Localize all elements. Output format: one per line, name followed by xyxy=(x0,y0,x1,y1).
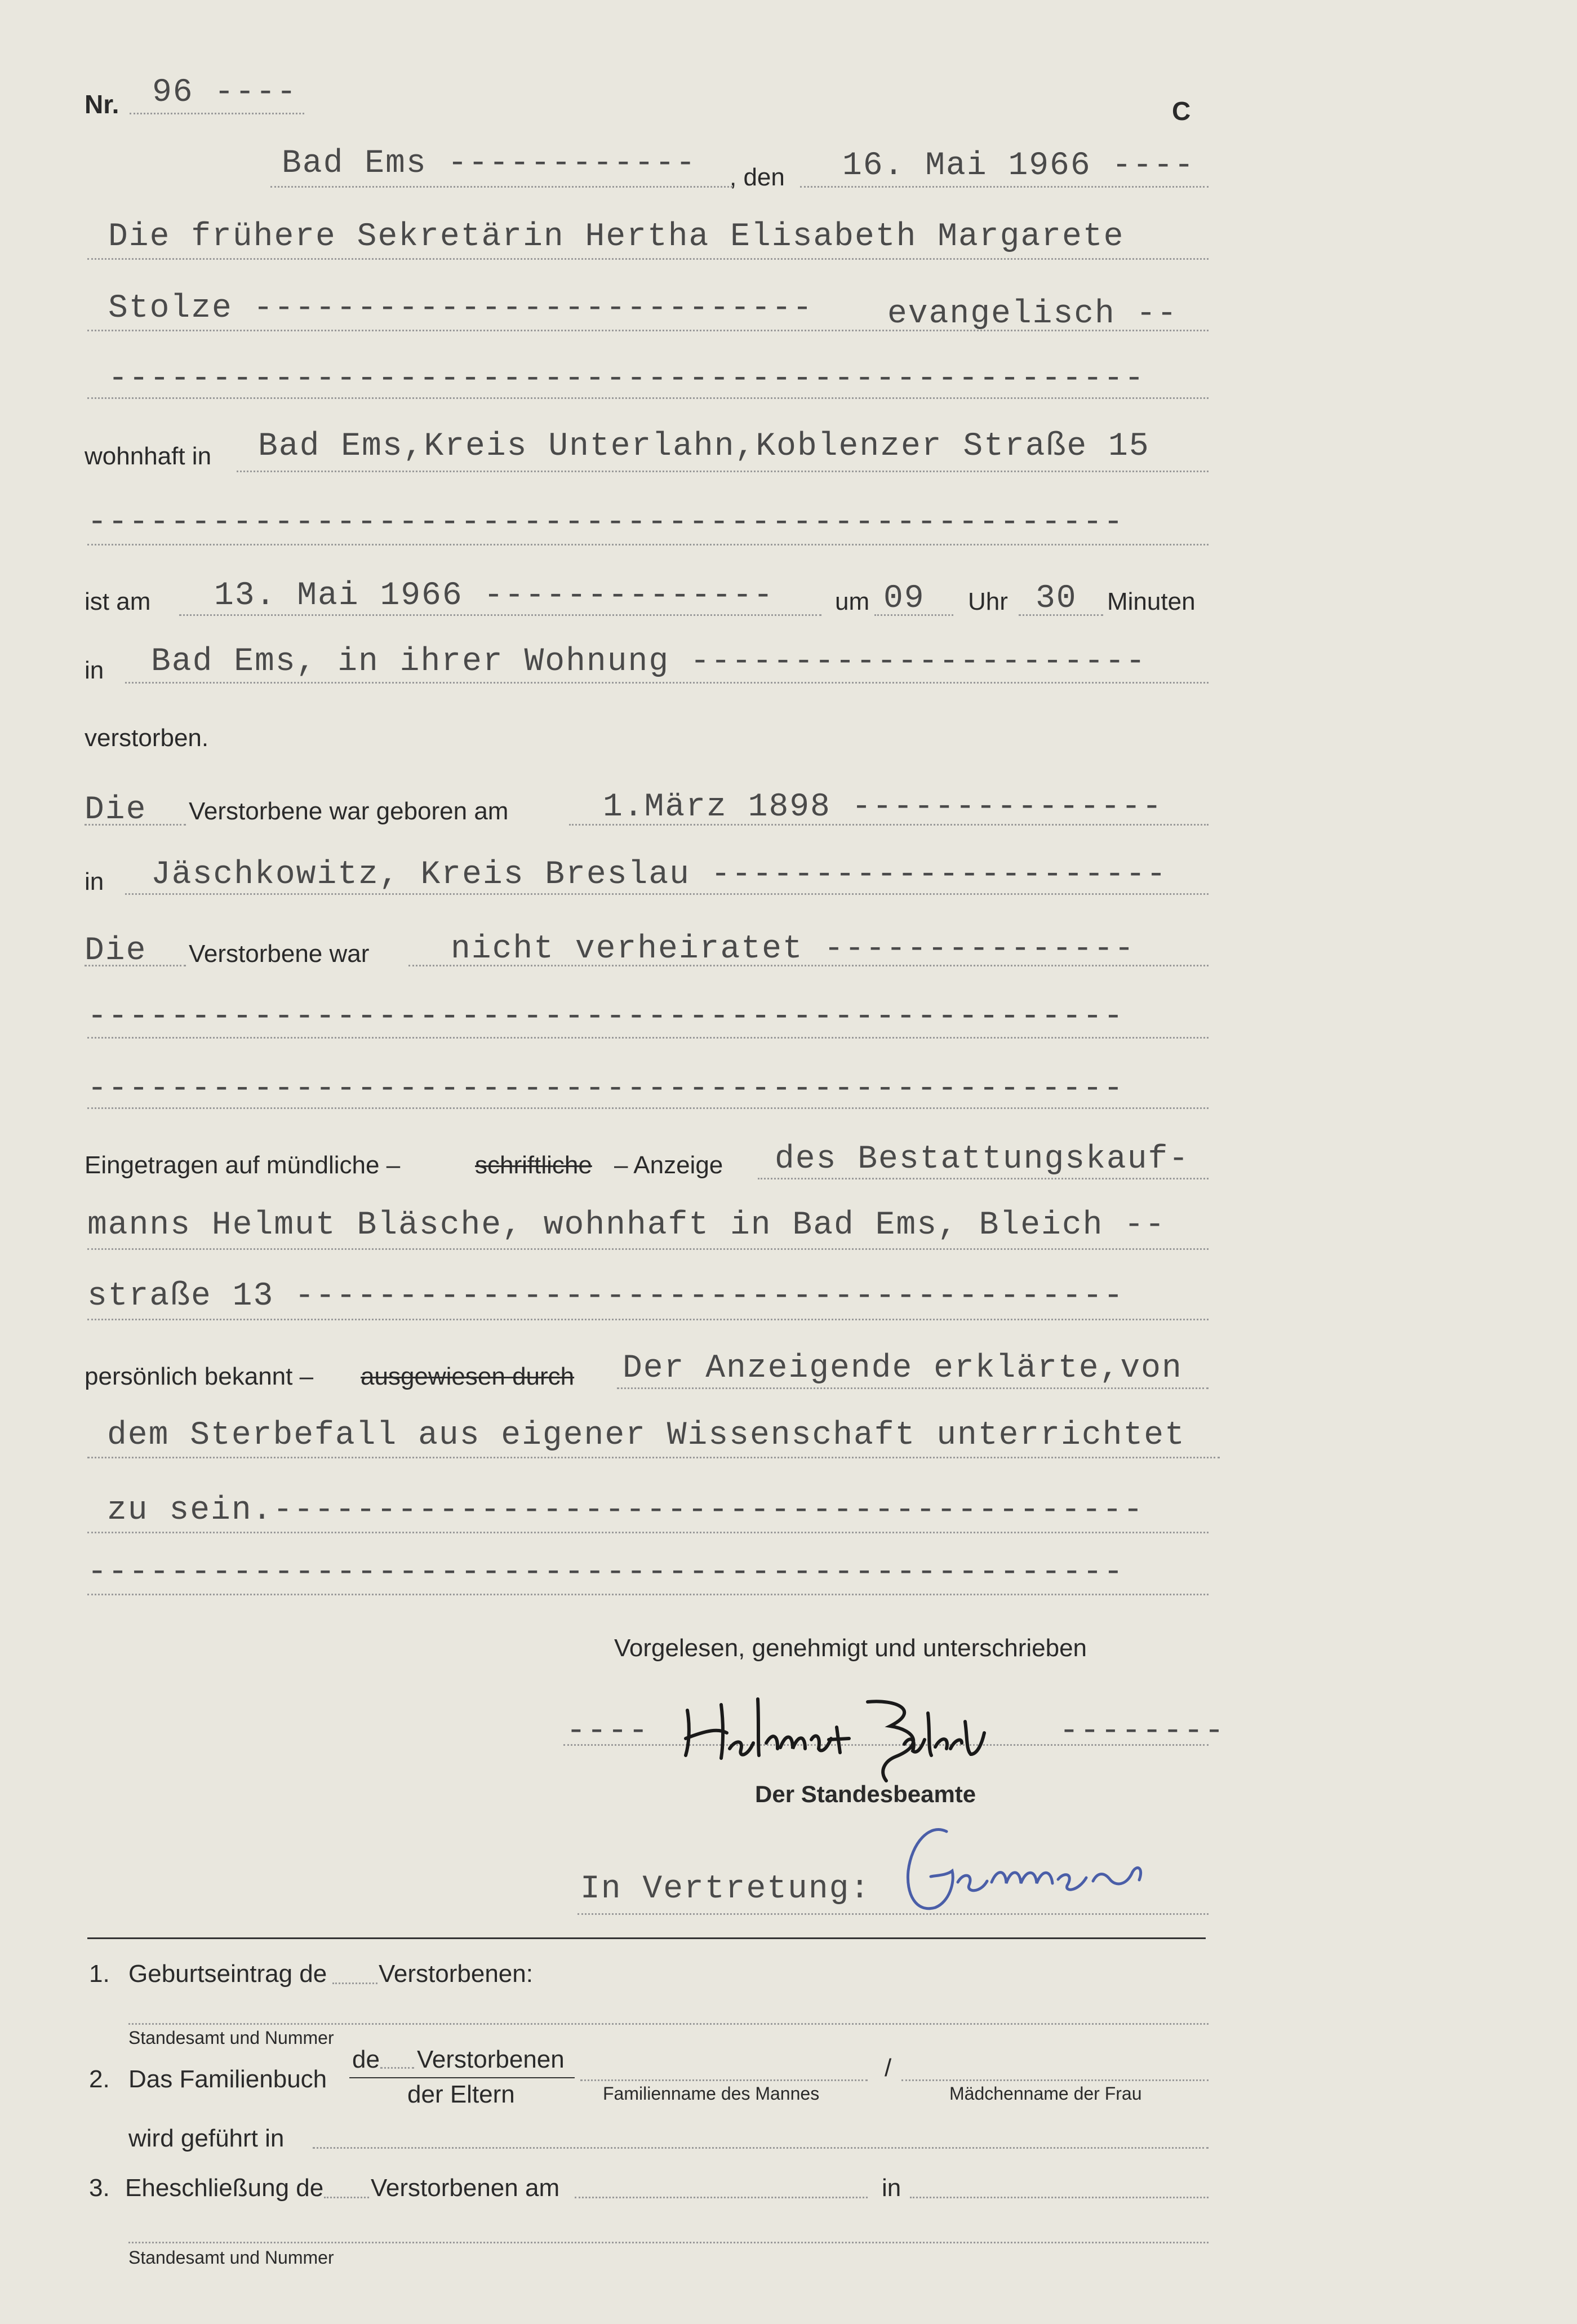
footer-item-3-sub: Standesamt und Nummer xyxy=(128,2247,334,2268)
identity-label-strike: ausgewiesen durch xyxy=(361,1363,575,1390)
dotted-line xyxy=(85,824,186,826)
registration-line-3: straße 13 ---------------------------------------- xyxy=(87,1278,1125,1315)
footer-item-2-label: Das Familienbuch xyxy=(128,2065,327,2093)
dotted-line xyxy=(758,1178,1209,1179)
dotted-line xyxy=(87,1037,1209,1039)
death-hour: 09 xyxy=(883,580,925,617)
read-approved-text: Vorgelesen, genehmigt und unterschrieben xyxy=(614,1634,1087,1662)
den-label: , den xyxy=(730,163,785,191)
informant-dashes-right: -------- xyxy=(1059,1713,1225,1750)
dotted-line xyxy=(125,893,1209,895)
footer-item-2-sub-right: Mädchenname der Frau xyxy=(949,2083,1142,2104)
deputy-label: In Vertretung: xyxy=(580,1871,871,1908)
footer-item-3-label-a: Eheschließung de xyxy=(125,2174,324,2202)
marital-line-3: -------------------------------------------------- xyxy=(87,1071,1125,1107)
dotted-line xyxy=(130,113,304,114)
dotted-line xyxy=(87,544,1209,545)
person-surname: Stolze --------------------------- xyxy=(108,290,814,327)
marital-line-2: -------------------------------------------------- xyxy=(87,999,1125,1035)
fraction-line xyxy=(349,2077,575,2078)
dotted-line xyxy=(617,1387,1209,1389)
corner-letter: C xyxy=(1172,96,1191,126)
birth-place: Jäschkowitz, Kreis Breslau ---------------------- xyxy=(151,857,1167,893)
dotted-line xyxy=(87,397,1209,399)
dotted-line xyxy=(87,1457,1220,1458)
footer-item-3-in: in xyxy=(882,2174,901,2202)
person-line-3: -------------------------------------------------- xyxy=(108,361,1145,397)
identity-value-1: Der Anzeigende erklärte,von xyxy=(623,1350,1183,1387)
informant-dashes-left: ---- xyxy=(566,1713,650,1750)
residence-line-2: -------------------------------------------------- xyxy=(87,504,1125,541)
death-place: Bad Ems, in ihrer Wohnung ---------------------- xyxy=(151,644,1147,680)
verstorben-label: verstorben. xyxy=(85,724,209,752)
residence-value: Bad Ems,Kreis Unterlahn,Koblenzer Straße 15 xyxy=(258,428,1150,465)
uhr-label: Uhr xyxy=(968,588,1008,615)
dotted-line xyxy=(125,682,1209,684)
birth-label: Verstorbene war geboren am xyxy=(189,797,509,825)
footer-item-2-bottom: der Eltern xyxy=(407,2081,515,2108)
dotted-line xyxy=(580,2079,868,2081)
footer-item-2-de: de xyxy=(352,2046,380,2073)
deputy-signature xyxy=(896,1809,1234,1922)
nr-label: Nr. xyxy=(85,90,119,119)
informant-signature xyxy=(673,1677,1034,1784)
dotted-line xyxy=(87,1248,1209,1250)
footer-item-2-number: 2. xyxy=(89,2065,110,2093)
official-title: Der Standesbeamte xyxy=(755,1781,976,1807)
dotted-line xyxy=(179,614,821,616)
identity-line-3: zu sein.------------------------------------------ xyxy=(107,1492,1144,1529)
um-label: um xyxy=(835,588,870,615)
minuten-label: Minuten xyxy=(1107,588,1196,615)
dotted-line xyxy=(575,2197,868,2198)
dotted-line xyxy=(910,2197,1209,2198)
identity-line-2: dem Sterbefall aus eigener Wissenschaft unterrichtet xyxy=(107,1417,1185,1454)
dotted-line xyxy=(800,186,1209,188)
death-minute: 30 xyxy=(1036,580,1077,617)
dotted-line xyxy=(313,2147,1209,2149)
identity-label: persönlich bekannt – xyxy=(85,1363,314,1390)
footer-item-2-sub-left: Familienname des Mannes xyxy=(603,2083,820,2104)
footer-item-2-label-b: wird geführt in xyxy=(128,2125,285,2152)
place: Bad Ems ------------ xyxy=(282,145,697,182)
footer-item-1-sub: Standesamt und Nummer xyxy=(128,2028,334,2048)
footer-separator xyxy=(87,1937,1206,1939)
record-date: 16. Mai 1966 ---- xyxy=(842,148,1195,184)
dotted-line xyxy=(128,2242,1209,2243)
footer-item-3-label-b: Verstorbenen am xyxy=(371,2174,560,2202)
footer-item-3-number: 3. xyxy=(89,2174,110,2202)
registration-label-b: – Anzeige xyxy=(614,1151,723,1179)
dotted-line xyxy=(380,2067,414,2069)
dotted-line xyxy=(128,2023,1209,2025)
dotted-line xyxy=(332,1983,377,1984)
dotted-line xyxy=(87,258,1209,260)
dotted-line xyxy=(87,1107,1209,1109)
residence-label: wohnhaft in xyxy=(85,442,212,470)
dotted-line xyxy=(87,1319,1209,1320)
footer-item-1-label-b: Verstorbenen: xyxy=(379,1960,533,1988)
marital-die: Die xyxy=(85,933,147,969)
marital-value: nicht verheiratet --------------- xyxy=(451,931,1135,968)
birth-die: Die xyxy=(85,792,147,828)
dotted-line xyxy=(324,2197,369,2198)
nr-value: 96 ---- xyxy=(152,74,297,111)
footer-item-2-top: Verstorbenen xyxy=(417,2046,565,2073)
ist-am-label: ist am xyxy=(85,588,151,615)
registration-label-strike: schriftliche xyxy=(475,1151,592,1179)
death-date: 13. Mai 1966 -------------- xyxy=(214,578,774,614)
registration-value-1: des Bestattungskauf- xyxy=(775,1141,1190,1178)
footer-item-1-label-a: Geburtseintrag de xyxy=(128,1960,327,1988)
dotted-line xyxy=(901,2079,1209,2081)
dotted-line xyxy=(87,1532,1209,1533)
identity-line-4: -------------------------------------------------- xyxy=(87,1554,1125,1591)
dotted-line xyxy=(237,471,1209,472)
in-label: in xyxy=(85,657,104,684)
marital-label: Verstorbene war xyxy=(189,940,370,968)
registration-line-2: manns Helmut Bläsche, wohnhaft in Bad Ems, Bleich -- xyxy=(87,1207,1166,1244)
birth-date: 1.März 1898 --------------- xyxy=(603,789,1163,826)
dotted-line xyxy=(87,1594,1209,1595)
person-line-1: Die frühere Sekretärin Hertha Elisabeth Margarete xyxy=(108,219,1125,255)
footer-item-2-slash: / xyxy=(885,2054,892,2082)
dotted-line xyxy=(85,965,186,966)
footer-item-1-number: 1. xyxy=(89,1960,110,1988)
registration-label-a: Eingetragen auf mündliche – xyxy=(85,1151,401,1179)
in-label: in xyxy=(85,868,104,895)
person-religion: evangelisch -- xyxy=(887,296,1178,332)
dotted-line xyxy=(270,186,732,188)
